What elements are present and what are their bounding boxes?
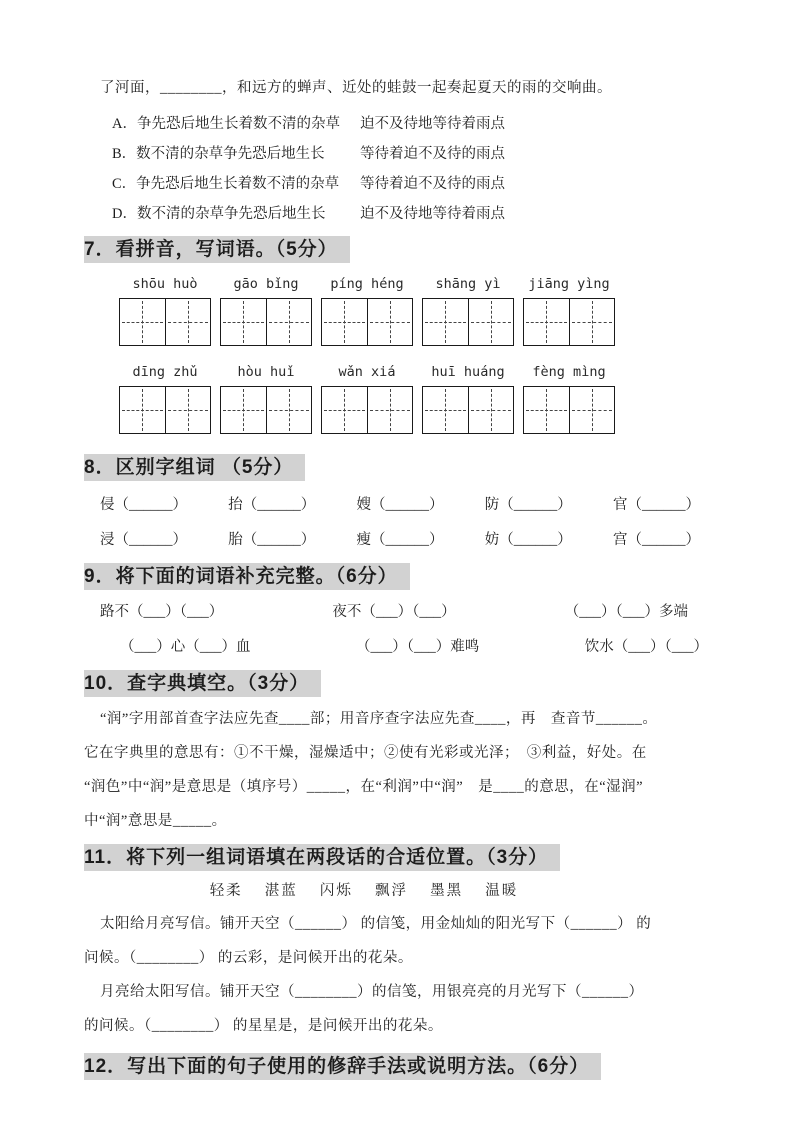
- q7-grid-row-2: [119, 386, 733, 434]
- char-blank-item[interactable]: 侵（______）: [100, 497, 187, 513]
- q6-option-c-right: 等待着迫不及待的雨点: [360, 176, 505, 192]
- q10-line[interactable]: “润色”中“润”是意思是（填序号）_____，在“利润”中“润” 是____的意思，在“湿润”: [84, 779, 644, 795]
- q6-option-b-right: 等待着迫不及待的雨点: [360, 146, 505, 162]
- pinyin-label: shōu huò: [132, 276, 198, 292]
- q11-para1-line[interactable]: 问候。（________） 的云彩，是问候开出的花朵。: [84, 950, 413, 966]
- q9-row-1: [100, 602, 688, 622]
- q8-row-1: [100, 495, 700, 515]
- q10-line[interactable]: “润”字用部首查字法应先查____部；用音序查字法应先查____，再 查音节______。: [100, 711, 658, 727]
- char-blank-item[interactable]: 胎（______）: [228, 532, 316, 548]
- q8-row-2: [100, 530, 700, 550]
- writing-grid[interactable]: [523, 386, 615, 434]
- idiom-blank-item[interactable]: （___）（___）多端: [564, 604, 688, 620]
- q6-option-d-right: 迫不及待地等待着雨点: [360, 206, 505, 222]
- idiom-blank-item[interactable]: 夜不（___）（___）: [332, 604, 456, 620]
- char-blank-item[interactable]: 防（______）: [484, 497, 572, 513]
- idiom-blank-item[interactable]: （___）（___）难鸣: [356, 639, 480, 655]
- writing-grid[interactable]: [220, 298, 312, 346]
- q6-option-c-left: C．争先恐后地生长着数不清的杂草: [112, 176, 340, 192]
- writing-grid[interactable]: [422, 386, 514, 434]
- pinyin-label: huī huáng: [431, 364, 505, 380]
- q7-pinyin-row-1: [119, 276, 733, 292]
- q11-para2-line[interactable]: 的问候。（________） 的星星是，是问候开出的花朵。: [84, 1018, 443, 1034]
- pinyin-label: gāo bǐng: [233, 276, 299, 292]
- q11-para2-line[interactable]: 月亮给太阳写信。铺开天空（________）的信笺，用银亮亮的月光写下（______）: [100, 984, 644, 1000]
- q10-paragraph: [84, 702, 733, 838]
- writing-grid[interactable]: [220, 386, 312, 434]
- q11-para1-line[interactable]: 太阳给月亮写信。铺开天空（______） 的信笺，用金灿灿的阳光写下（______） 的: [100, 916, 652, 932]
- q6-option-c[interactable]: [112, 175, 733, 194]
- q10-line[interactable]: 中“润”意思是_____。: [84, 813, 227, 829]
- char-blank-item[interactable]: 嫂（______）: [356, 497, 444, 513]
- q6-option-b-left: B．数不清的杂草争先恐后地生长: [112, 146, 325, 162]
- pinyin-label: hòu huǐ: [237, 364, 295, 380]
- pinyin-label: jiāng yìng: [528, 276, 610, 292]
- pinyin-label: wǎn xiá: [338, 364, 396, 380]
- q7-grid-row-1: [119, 298, 733, 346]
- char-blank-item[interactable]: 妨（______）: [484, 532, 572, 548]
- q6-option-b[interactable]: [112, 145, 733, 164]
- writing-grid[interactable]: [119, 386, 211, 434]
- q11-word-bank: 轻柔 湛蓝 闪烁 飘浮 墨黑 温暖: [209, 883, 519, 899]
- char-blank-item[interactable]: 抬（______）: [228, 497, 316, 513]
- writing-grid[interactable]: [523, 298, 615, 346]
- q11-paragraphs: [84, 907, 733, 1043]
- idiom-blank-item[interactable]: （___）心（___）血: [120, 639, 251, 655]
- pinyin-label: fèng mìng: [532, 364, 606, 380]
- q12-title: 12．写出下面的句子使用的修辞手法或说明方法。（6分）: [84, 1053, 601, 1080]
- q6-option-a[interactable]: [112, 115, 733, 134]
- writing-grid[interactable]: [119, 298, 211, 346]
- writing-grid[interactable]: [422, 298, 514, 346]
- writing-grid[interactable]: [321, 298, 413, 346]
- writing-grid[interactable]: [321, 386, 413, 434]
- q6-option-a-right: 迫不及待地等待着雨点: [360, 116, 505, 132]
- char-blank-item[interactable]: 浸（______）: [100, 532, 187, 548]
- char-blank-item[interactable]: 宫（______）: [613, 532, 700, 548]
- q11-title: 11．将下列一组词语填在两段话的合适位置。（3分）: [84, 844, 560, 871]
- q8-title: 8．区别字组词 （5分）: [84, 454, 305, 481]
- char-blank-item[interactable]: 官（______）: [613, 497, 700, 513]
- pinyin-label: píng héng: [330, 276, 404, 292]
- char-blank-item[interactable]: 瘦（______）: [356, 532, 444, 548]
- pinyin-label: dīng zhǔ: [132, 364, 198, 380]
- q6-option-a-left: A．争先恐后地生长着数不清的杂草: [112, 116, 340, 132]
- idiom-blank-item[interactable]: 路不（___）（___）: [100, 604, 224, 620]
- q6-stem-tail: 了河面，________，和远方的蝉声、近处的蛙鼓一起奏起夏天的雨的交响曲。: [100, 80, 612, 96]
- q9-title: 9．将下面的词语补充完整。（6分）: [84, 563, 410, 590]
- q7-title: 7．看拼音，写词语。（5分）: [84, 236, 350, 263]
- pinyin-label: shāng yì: [435, 276, 501, 292]
- idiom-blank-item[interactable]: 饮水（___）（___）: [584, 639, 708, 655]
- q10-title: 10．查字典填空。（3分）: [84, 670, 321, 697]
- q9-row-2: [120, 637, 708, 657]
- q6-option-d[interactable]: [112, 205, 733, 224]
- q7-pinyin-row-2: [119, 364, 733, 380]
- q10-line: 它在字典里的意思有：①不干燥，湿燥适中；②使有光彩或光泽； ③利益，好处。在: [84, 745, 647, 761]
- q6-option-d-left: D．数不清的杂草争先恐后地生长: [112, 206, 326, 222]
